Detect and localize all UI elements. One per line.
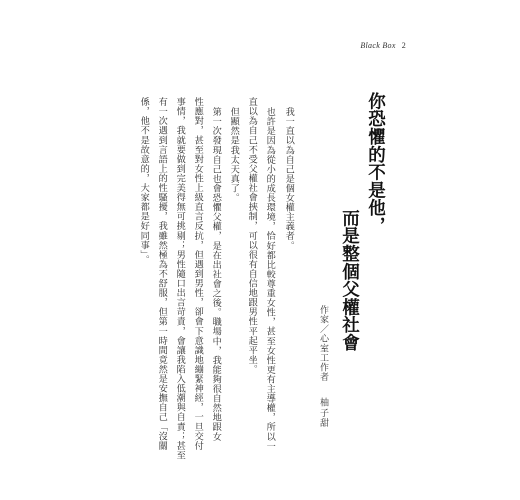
paragraph-4-line-1: 第一次發現自己也會恐懼父權，是在出社會之後。職場中，我能夠很自然地跟女	[210, 107, 222, 442]
paragraph-2-line-2: 直以為自己不受父權社會挾制，可以很有自信地跟男性平起平坐。	[246, 97, 258, 374]
paragraph-2-line-1: 也許是因為從小的成長環境，恰好都比較尊重女性，甚至女性更有主導權，所以一	[264, 107, 276, 451]
article-title-line-2: 而是整個父權社會	[339, 209, 360, 352]
running-head-title: Black Box	[360, 41, 396, 50]
byline-role: 作家／心室工作者	[318, 305, 328, 382]
byline-author: 柚子甜	[318, 397, 328, 429]
paragraph-4-line-2: 性應對，甚至對女性上級直言反抗，但遇到男性，卻會下意識地繃緊神經，一旦交付	[192, 97, 204, 451]
page-number: 2	[401, 41, 406, 50]
paragraph-1-line-1: 我一直以為自己是個女權主義者。	[283, 107, 295, 251]
paragraph-4-line-4: 有一次遇到言語上的性騷擾，我雖然極為不舒服，但第一時間竟然是安撫自己「沒關	[156, 97, 168, 451]
running-head	[360, 41, 406, 50]
article-title-line-1: 你恐懼的不是他，	[365, 92, 386, 235]
paragraph-4-line-5: 係，他不是故意的，大家都是好同事」。	[138, 97, 150, 265]
byline	[318, 305, 327, 428]
paragraph-4-line-3: 事情，我就要做到完美得無可挑剔；男性隨口出言苛責，會讓我陷入低潮與自責；甚至	[174, 97, 186, 460]
paragraph-3-line-1: 但顯然是我太天真了。	[228, 107, 240, 203]
